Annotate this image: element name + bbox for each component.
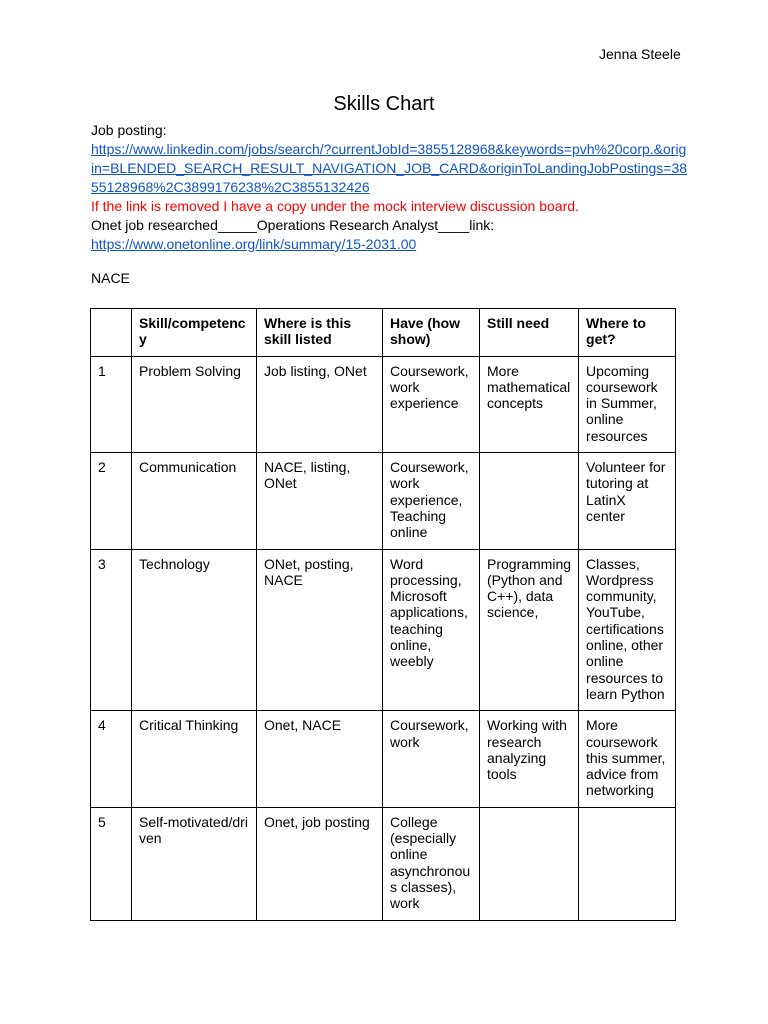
table-row [91, 549, 676, 711]
table-cell: Volunteer for tutoring at LatinX center [579, 453, 676, 549]
header-cell: Still need [480, 309, 579, 357]
table-cell: Classes, Wordpress community, YouTube, certifications online, other online resources to learn Python [579, 549, 676, 711]
table-cell: Onet, job posting [257, 807, 383, 920]
table-cell: Coursework, work experience, Teaching online [383, 453, 480, 549]
table-row [91, 356, 676, 452]
table-cell [480, 807, 579, 920]
table-cell: Word processing, Microsoft applications, teaching online, weebly [383, 549, 480, 711]
job-posting-link[interactable] [91, 140, 691, 197]
table-cell: Working with research analyzing tools [480, 711, 579, 807]
table-row [91, 807, 676, 920]
table-cell: 2 [91, 453, 132, 549]
intro-section [91, 121, 691, 254]
table-row [91, 453, 676, 549]
document-title: Skills Chart [333, 93, 435, 115]
header-cell: Where is this skill listed [257, 309, 383, 357]
table-cell: Coursework, work experience [383, 356, 480, 452]
skills-table [90, 308, 676, 921]
table-cell: More coursework this summer, advice from networking [579, 711, 676, 807]
onet-line: Onet job researched_____Operations Research Analyst____link: [91, 217, 495, 233]
table-cell: 1 [91, 356, 132, 452]
table-cell: Problem Solving [132, 356, 257, 452]
header-cell [91, 309, 132, 357]
table-cell: Job listing, ONet [257, 356, 383, 452]
link-note: If the link is removed I have a copy under the mock interview discussion board. [91, 198, 579, 214]
table-cell: Coursework, work [383, 711, 480, 807]
table-header-row [91, 309, 676, 357]
table-cell: More mathematical concepts [480, 356, 579, 452]
table-cell [480, 453, 579, 549]
table-cell: College (especially online asynchronou s classes), work [383, 807, 480, 920]
table-cell: 5 [91, 807, 132, 920]
header-cell: Where to get? [579, 309, 676, 357]
table-cell: 4 [91, 711, 132, 807]
job-posting-link-line-2: in=BLENDED_SEARCH_RESULT_NAVIGATION_JOB_CARD&originToLandingJobPostings=38 [91, 160, 688, 176]
nace-label: NACE [91, 270, 130, 286]
table-cell: Upcoming coursework in Summer, online resources [579, 356, 676, 452]
table-cell: 3 [91, 549, 132, 711]
table-cell: ONet, posting, NACE [257, 549, 383, 711]
table-cell [579, 807, 676, 920]
job-posting-link-line-1: https://www.linkedin.com/jobs/search/?currentJobId=3855128968&keywords=pvh%20corp.&orig [91, 141, 687, 157]
table-cell: Communication [132, 453, 257, 549]
table-cell: Programming (Python and C++), data science, [480, 549, 579, 711]
table-row [91, 711, 676, 807]
table-cell: NACE, listing, ONet [257, 453, 383, 549]
table-cell: Onet, NACE [257, 711, 383, 807]
header-cell: Skill/competenc y [132, 309, 257, 357]
table-cell: Technology [132, 549, 257, 711]
job-posting-link-line-3: 55128968%2C3899176238%2C3855132426 [91, 179, 370, 195]
onet-link[interactable]: https://www.onetonline.org/link/summary/15-2031.00 [91, 236, 417, 252]
table-cell: Self-motivated/dri ven [132, 807, 257, 920]
header-cell: Have (how show) [383, 309, 480, 357]
author-name: Jenna Steele [599, 46, 681, 62]
job-posting-label: Job posting: [91, 122, 167, 138]
table-cell: Critical Thinking [132, 711, 257, 807]
